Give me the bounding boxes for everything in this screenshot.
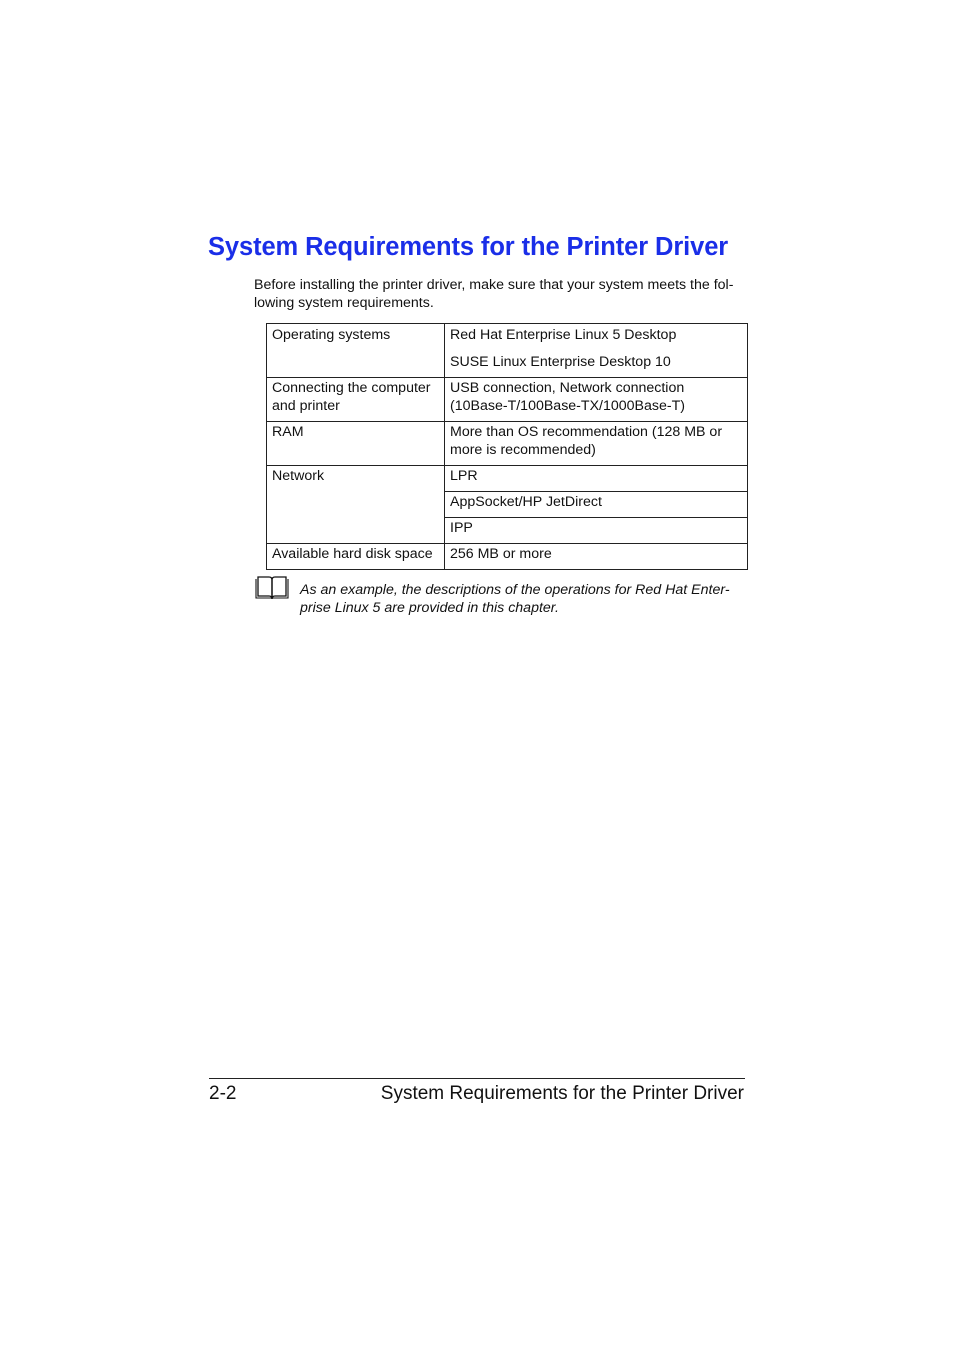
table-row (267, 466, 748, 492)
intro-paragraph (254, 277, 754, 312)
note-line: As an example, the descriptions of the operations for Red Hat Enter- (300, 582, 730, 598)
row-value-disk-space: 256 MB or more (445, 544, 748, 570)
row-label-network: Network (267, 466, 445, 544)
row-value-network-appsocket: AppSocket/HP JetDirect (445, 492, 748, 518)
row-value-connection (445, 378, 748, 422)
table-row (267, 324, 748, 378)
row-label-connection (267, 378, 445, 422)
row-value-network-ipp: IPP (445, 518, 748, 544)
intro-line: Before installing the printer driver, make sure that your system meets the fol- (254, 277, 734, 293)
intro-line: lowing system requirements. (254, 294, 434, 311)
footer-section-title: System Requirements for the Printer Driver (380, 1083, 744, 1104)
value-line: More than OS recommendation (128 MB or (450, 424, 723, 440)
row-label-disk-space: Available hard disk space (267, 544, 445, 570)
table-row (267, 544, 748, 570)
os-value: Red Hat Enterprise Linux 5 Desktop (450, 327, 677, 343)
page-number: 2-2 (209, 1083, 237, 1104)
value-line: more is recommended) (450, 441, 596, 458)
row-label-ram: RAM (267, 422, 445, 466)
note-line: prise Linux 5 are provided in this chapter. (300, 600, 559, 616)
page-title: System Requirements for the Printer Driver (208, 233, 729, 261)
table-row (267, 422, 748, 466)
table-row (267, 378, 748, 422)
row-value-network-lpr: LPR (445, 466, 748, 492)
row-value-ram (445, 422, 748, 466)
label-line: and printer (272, 397, 340, 414)
value-line: USB connection, Network connection (450, 380, 685, 396)
row-value-operating-systems (445, 324, 748, 378)
footer-divider (209, 1078, 745, 1079)
label-line: Connecting the computer (272, 380, 431, 396)
note-text (300, 581, 750, 617)
system-requirements-table (266, 323, 748, 570)
os-value: SUSE Linux Enterprise Desktop 10 (450, 353, 671, 370)
open-book-icon (255, 574, 289, 600)
value-line: (10Base-T/100Base-TX/1000Base-T) (450, 397, 685, 414)
row-label-operating-systems: Operating systems (267, 324, 445, 378)
